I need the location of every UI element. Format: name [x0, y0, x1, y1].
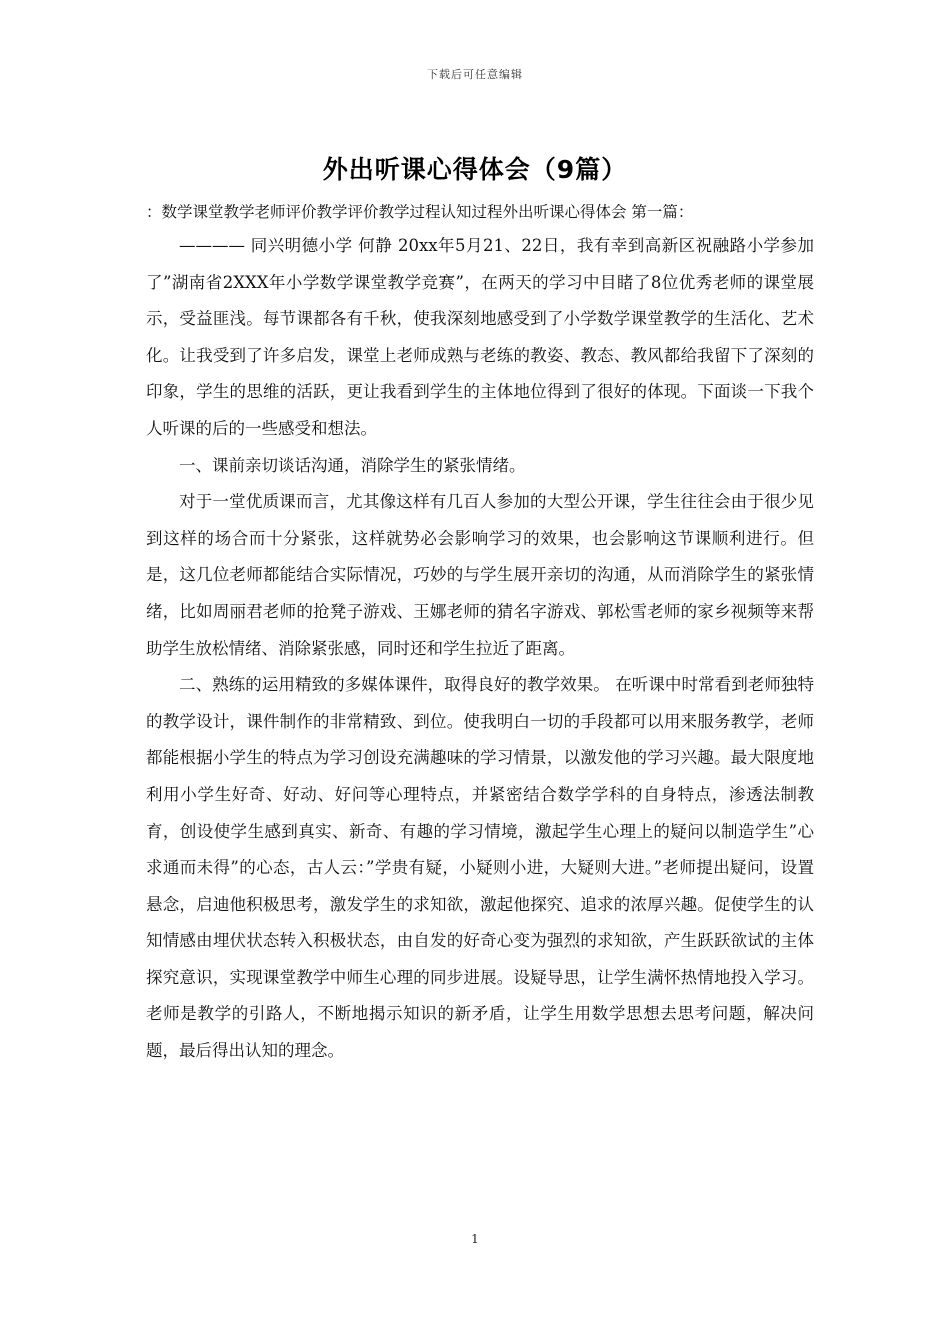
page-number: 1 [471, 1232, 479, 1246]
page-header: 下载后可任意编辑 [427, 68, 523, 81]
paragraph-section-1: 对于一堂优质课而言，尤其像这样有几百人参加的大型公开课，学生往往会由于很少见到这样的场合而十分紧张，这样就势必会影响学习的效果，也会影响这节课顺利进行。但是，这几位老师都能结合实际情况，巧妙的与学生展开亲切的沟通，从而消除学生的紧张情绪，比如周丽君老师的抢凳子游戏、王娜老师的猜名字游戏、郭松雪老师的家乡视频等来帮助学生放松情绪、消除紧张感，同时还和学生拉近了距离。 [146, 492, 814, 658]
document-body [146, 228, 814, 1070]
intro-line: ：数学课堂教学老师评价教学评价教学过程认知过程外出听课心得体会 第一篇： [146, 203, 694, 221]
section-heading-1: 一、课前亲切谈话沟通，消除学生的紧张情绪。 [179, 455, 526, 475]
paragraph-section-2: 二、熟练的运用精致的多媒体课件，取得良好的教学效果。 在听课中时常看到老师独特的教学设计，课件制作的非常精致、到位。使我明白一切的手段都可以用来服务教学，老师都能根据小学生的特点为学习创设充满趣味的学习情景，以激发他的学习兴趣。最大限度地利用小学生好奇、好动、好问等心理特点，并紧密结合数学学科的自身特点，渗透法制教育，创设使学生感到真实、新奇、有趣的学习情境，激起学生心理上的疑问以制造学生”心求通而未得”的心态，古人云：”学贵有疑，小疑则小进，大疑则大进。”老师提出疑问，设置悬念，启迪他积极思考，激发学生的求知欲，激起他探究、追求的浓厚兴趣。促使学生的认知情感由埋伏状态转入积极状态，由自发的好奇心变为强烈的求知欲，产生跃跃欲试的主体探究意识，实现课堂教学中师生心理的同步进展。设疑导思，让学生满怀热情地投入学习。老师是教学的引路人，不断地揭示知识的新矛盾，让学生用数学思想去思考问题，解决问题，最后得出认知的理念。 [146, 675, 814, 1061]
paragraph-opening: ———— 同兴明德小学 何静 20xx年5月21、22日，我有幸到高新区祝融路小学参加了”湖南省2XXX年小学数学课堂教学竞赛”，在两天的学习中目睹了8位优秀老师的课堂展示，受益匪浅。每节课都各有千秋，使我深刻地感受到了小学数学课堂教学的生活化、艺术化。让我受到了许多启发，课堂上老师成熟与老练的教姿、教态、教风都给我留下了深刻的印象，学生的思维的活跃，更让我看到学生的主体地位得到了很好的体现。下面谈一下我个人听课的后的一些感受和想法。 [146, 236, 814, 438]
document-title: 外出听课心得体会（9篇） [322, 155, 628, 184]
